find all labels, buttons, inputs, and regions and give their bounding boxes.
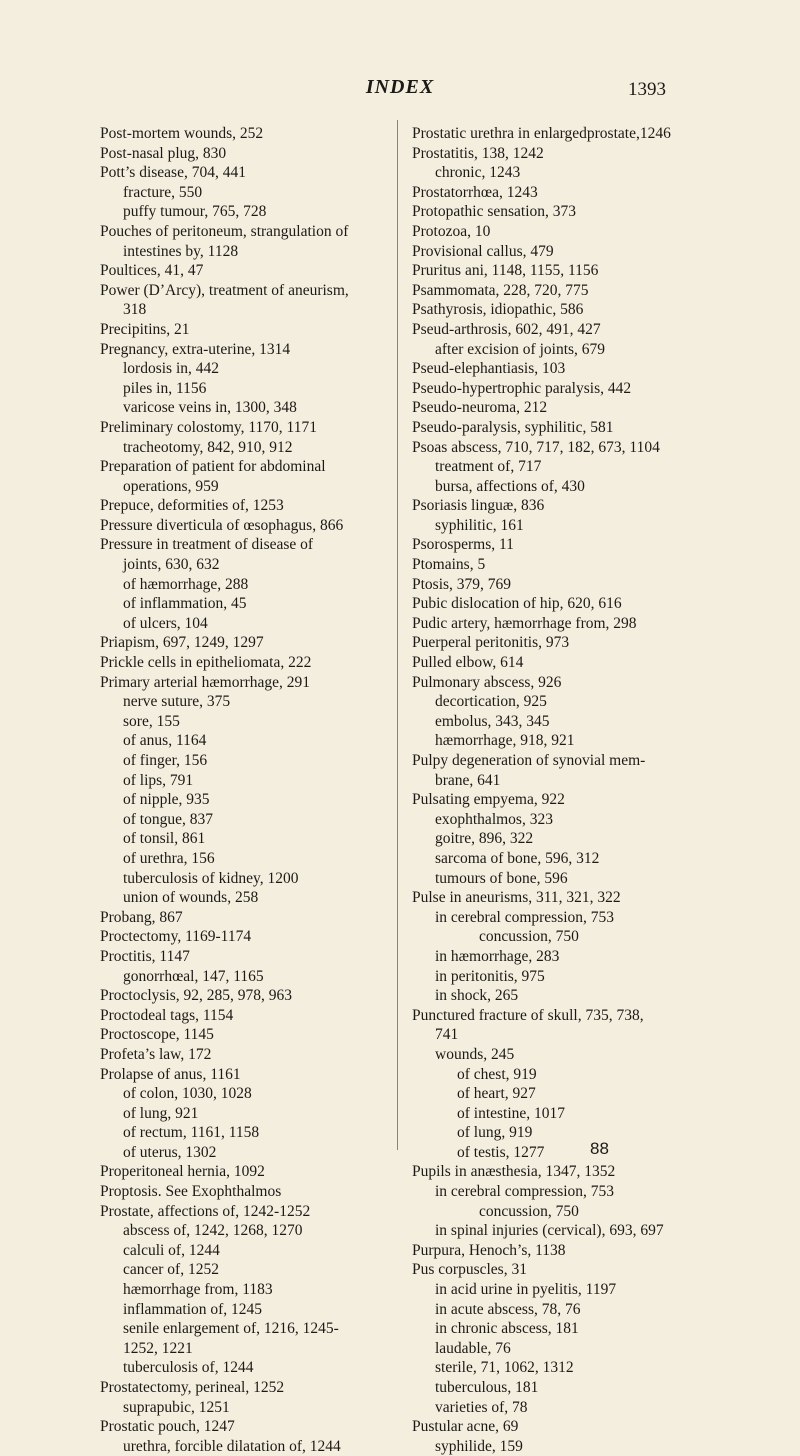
index-entry: Pubic dislocation of hip, 620, 616	[412, 595, 622, 613]
index-entry: fracture, 550	[123, 183, 203, 201]
index-entry: decortication, 925	[435, 693, 547, 711]
index-entry: Prostatitis, 138, 1242	[412, 144, 544, 162]
index-entry: of uterus, 1302	[123, 1143, 217, 1161]
index-entry: calculi of, 1244	[123, 1241, 220, 1259]
index-entry: Pressure diverticula of œsophagus, 866	[100, 516, 344, 534]
index-entry: nerve suture, 375	[123, 693, 231, 711]
index-entry: of hæmorrhage, 288	[123, 575, 249, 593]
index-entry: syphilide, 159	[435, 1437, 523, 1455]
index-entry: of finger, 156	[123, 752, 208, 769]
index-entry: Provisional callus, 479	[412, 242, 554, 260]
index-entry: Prepuce, deformities of, 1253	[100, 497, 284, 515]
index-entry: Proctitis, 1147	[100, 947, 190, 965]
index-entry: embolus, 343, 345	[435, 712, 550, 730]
index-entry: Psorosperms, 11	[412, 536, 514, 554]
index-entry: in cerebral compression, 753	[435, 1183, 615, 1201]
index-entry: in cerebral compression, 753	[435, 908, 615, 926]
index-entry: Psoriasis linguæ, 836	[412, 497, 545, 515]
index-entry: in acute abscess, 78, 76	[435, 1300, 581, 1318]
index-entry: of heart, 927	[457, 1085, 536, 1103]
index-entry: abscess of, 1242, 1268, 1270	[123, 1222, 303, 1240]
index-entry: of nipple, 935	[123, 791, 210, 809]
index-entry: Proctectomy, 1169-1174	[100, 928, 252, 946]
index-entry: in acid urine in pyelitis, 1197	[435, 1281, 617, 1299]
index-entry: Purpura, Henoch’s, 1138	[412, 1241, 566, 1259]
page-title: INDEX	[365, 76, 435, 98]
index-entry: hæmorrhage, 918, 921	[435, 732, 575, 750]
index-entry: Psathyrosis, idiopathic, 586	[412, 301, 584, 319]
index-entry: of rectum, 1161, 1158	[123, 1124, 260, 1142]
index-entry: union of wounds, 258	[123, 889, 259, 907]
index-entry: cancer of, 1252	[123, 1261, 219, 1279]
index-entry: of urethra, 156	[123, 849, 215, 867]
index-entry: Pulpy degeneration of synovial mem-	[412, 752, 646, 769]
index-entry: Prostate, affections of, 1242-1252	[100, 1202, 311, 1220]
index-entry: in peritonitis, 975	[435, 967, 545, 985]
index-entry: of ulcers, 104	[123, 614, 208, 632]
index-entry: after excision of joints, 679	[435, 340, 606, 358]
index-entry: Pouches of peritoneum, strangulation of	[100, 222, 349, 240]
index-entry: of tongue, 837	[123, 810, 213, 828]
index-entry: suprapubic, 1251	[123, 1398, 230, 1416]
index-entry: Pruritus ani, 1148, 1155, 1156	[412, 262, 599, 280]
index-entry: of inflammation, 45	[123, 595, 247, 613]
index-entry: lordosis in, 442	[123, 360, 220, 378]
index-entry: of anus, 1164	[123, 732, 207, 750]
index-entry: Pustular acne, 69	[412, 1418, 519, 1436]
index-entry: Protopathic sensation, 373	[412, 203, 577, 221]
index-entry: 741	[435, 1026, 459, 1044]
index-entry: Puerperal peritonitis, 973	[412, 634, 570, 652]
index-entry: Pulsating empyema, 922	[412, 791, 565, 809]
index-entry: tuberculosis of, 1244	[123, 1359, 254, 1377]
index-entry: Preliminary colostomy, 1170, 1171	[100, 418, 317, 436]
index-entry: of colon, 1030, 1028	[123, 1085, 252, 1103]
index-entry: Proctoscope, 1145	[100, 1026, 214, 1044]
index-entry: Prostatic urethra in enlargedprostate,1246	[412, 125, 671, 142]
index-entry: tumours of bone, 596	[435, 869, 568, 887]
index-entry: tuberculous, 181	[435, 1379, 539, 1396]
index-entry: tuberculosis of kidney, 1200	[123, 869, 299, 887]
index-entry: of testis, 1277	[457, 1143, 545, 1161]
index-entry: Primary arterial hæmorrhage, 291	[100, 673, 311, 691]
index-entry: Power (D’Arcy), treatment of aneurism,	[100, 281, 349, 299]
index-entry: operations, 959	[123, 477, 219, 495]
index-entry: exophthalmos, 323	[435, 810, 553, 828]
index-entry: of chest, 919	[457, 1065, 537, 1083]
index-entry: Prostatorrhœa, 1243	[412, 183, 538, 201]
index-entry: Pseud-arthrosis, 602, 491, 427	[412, 320, 601, 338]
index-entry: treatment of, 717	[435, 458, 542, 476]
index-entry: Prickle cells in epitheliomata, 222	[100, 654, 312, 672]
index-entry: sarcoma of bone, 596, 312	[435, 849, 600, 867]
index-entry: Pregnancy, extra-uterine, 1314	[100, 340, 291, 358]
index-entry: concussion, 750	[479, 1202, 579, 1220]
index-entry: Pseudo-hypertrophic paralysis, 442	[412, 379, 632, 397]
index-entry: urethra, forcible dilatation of, 1244	[123, 1437, 341, 1455]
index-entry: joints, 630, 632	[123, 556, 220, 574]
index-entry: Ptosis, 379, 769	[412, 575, 512, 593]
index-entry: inflammation of, 1245	[123, 1300, 263, 1318]
index-entry: syphilitic, 161	[435, 516, 524, 534]
index-entry: Pulled elbow, 614	[412, 654, 524, 672]
index-entry: varieties of, 78	[435, 1398, 528, 1416]
index-column-right	[412, 124, 752, 1456]
signature-mark: 88	[590, 1139, 609, 1158]
index-entry: of lung, 919	[457, 1124, 533, 1142]
index-entry: Protozoa, 10	[412, 222, 491, 240]
page-number: 1393	[628, 79, 666, 100]
index-entry: of intestine, 1017	[457, 1104, 566, 1122]
index-entry: Pupils in anæsthesia, 1347, 1352	[412, 1163, 616, 1181]
index-entry: Pudic artery, hæmorrhage from, 298	[412, 614, 637, 632]
index-entry: piles in, 1156	[123, 379, 207, 397]
index-entry: in hæmorrhage, 283	[435, 947, 560, 965]
index-entry: Prostatic pouch, 1247	[100, 1418, 235, 1436]
index-entry: puffy tumour, 765, 728	[123, 203, 267, 221]
index-column-left	[100, 124, 440, 1456]
index-entry: Probang, 867	[100, 908, 183, 926]
index-entry: Pseudo-paralysis, syphilitic, 581	[412, 418, 614, 436]
index-entry: hæmorrhage from, 1183	[123, 1281, 273, 1299]
index-entry: of lung, 921	[123, 1104, 199, 1122]
index-entry: tracheotomy, 842, 910, 912	[123, 438, 293, 456]
column-divider	[397, 120, 398, 1150]
index-entry: of tonsil, 861	[123, 830, 206, 848]
index-entry: varicose veins in, 1300, 348	[123, 399, 297, 417]
index-entry: Preparation of patient for abdominal	[100, 458, 326, 476]
index-entry: Pus corpuscles, 31	[412, 1261, 527, 1279]
index-entry: Post-mortem wounds, 252	[100, 125, 264, 142]
index-entry: Post-nasal plug, 830	[100, 144, 227, 162]
index-entry: Ptomains, 5	[412, 556, 486, 574]
index-entry: chronic, 1243	[435, 164, 521, 182]
index-entry: Punctured fracture of skull, 735, 738,	[412, 1006, 644, 1024]
index-entry: laudable, 76	[435, 1339, 511, 1357]
index-entry: 1252, 1221	[123, 1339, 193, 1357]
index-entry: senile enlargement of, 1216, 1245-	[123, 1320, 339, 1338]
index-entry: gonorrhœal, 147, 1165	[123, 967, 264, 985]
index-entry: bursa, affections of, 430	[435, 477, 585, 495]
index-entry: Priapism, 697, 1249, 1297	[100, 634, 264, 652]
index-entry: Pulmonary abscess, 926	[412, 673, 562, 691]
index-entry: Proctodeal tags, 1154	[100, 1006, 234, 1024]
index-entry: Precipitins, 21	[100, 320, 190, 338]
index-entry: brane, 641	[435, 771, 501, 789]
index-entry: Proptosis. See Exophthalmos	[100, 1183, 282, 1201]
index-entry: Pressure in treatment of disease of	[100, 536, 314, 554]
index-entry: Profeta’s law, 172	[100, 1045, 212, 1063]
index-entry: Prostatectomy, perineal, 1252	[100, 1379, 285, 1396]
index-entry: in shock, 265	[435, 987, 519, 1005]
index-entry: goitre, 896, 322	[435, 830, 534, 848]
index-entry: Pseudo-neuroma, 212	[412, 399, 548, 417]
index-entry: Pott’s disease, 704, 441	[100, 164, 246, 182]
index-entry: Psoas abscess, 710, 717, 182, 673, 1104	[412, 438, 660, 456]
index-entry: Pseud-elephantiasis, 103	[412, 360, 566, 378]
index-entry: wounds, 245	[435, 1045, 515, 1063]
index-entry: Prolapse of anus, 1161	[100, 1065, 241, 1083]
index-entry: in spinal injuries (cervical), 693, 697	[435, 1222, 664, 1240]
index-entry: Pulse in aneurisms, 311, 321, 322	[412, 889, 621, 907]
index-entry: Properitoneal hernia, 1092	[100, 1163, 265, 1181]
index-entry: Psammomata, 228, 720, 775	[412, 281, 589, 299]
index-entry: sore, 155	[123, 712, 180, 730]
index-entry: Proctoclysis, 92, 285, 978, 963	[100, 987, 293, 1005]
index-entry: in chronic abscess, 181	[435, 1320, 579, 1338]
index-entry: Poultices, 41, 47	[100, 262, 204, 280]
index-entry: intestines by, 1128	[123, 242, 239, 260]
index-entry: sterile, 71, 1062, 1312	[435, 1359, 574, 1377]
index-entry: concussion, 750	[479, 928, 579, 946]
index-entry: of lips, 791	[123, 771, 194, 789]
index-entry: 318	[123, 301, 147, 319]
